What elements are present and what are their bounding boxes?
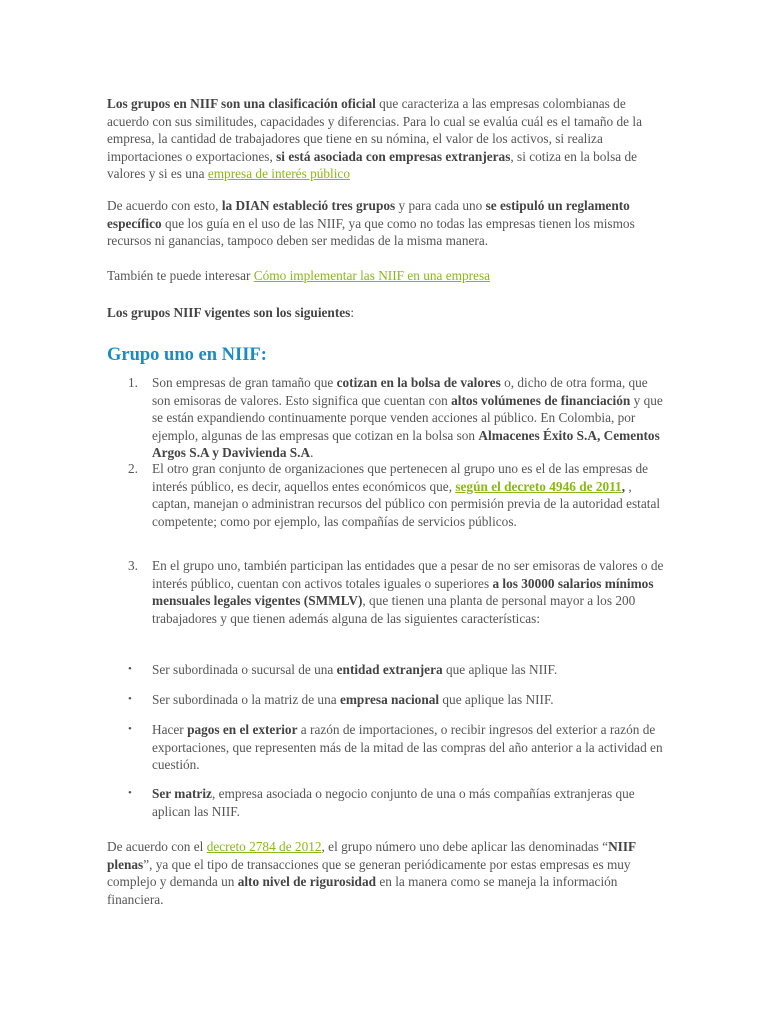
bullet3-text-2: a razón de importaciones, o recibir ingresos del exterior a razón de exportaciones, que representen más de la mitad de las compras del año anterior a la actividad en cuestión. xyxy=(152,722,663,773)
final-text-4: en la manera como se maneja la información financiera. xyxy=(107,874,618,907)
intro-bold-1: Los grupos en NIIF son una clasificación oficial xyxy=(107,96,376,111)
dian-text-3: que los guía en el uso de las NIIF, ya que como no todas las empresas tienen los mismos recursos ni ganancias, tampoco deben ser medidas de la misma manera. xyxy=(107,215,635,249)
final-bold-1: NIIF plenas xyxy=(107,839,636,872)
bullet1-bold: entidad extranjera xyxy=(336,662,443,677)
bullet2-bold: empresa nacional xyxy=(339,692,440,707)
tambien-text: También te puede interesar xyxy=(107,268,254,283)
item1-bold-3: Almacenes Éxito S.A, Cementos Argos S.A y Davivienda S.A xyxy=(152,427,660,461)
item2-text-2: , captan, manejan o administran recursos del público con permisión previa de la autoridad estatal competente; como por ejemplo, las compañías de servicios públicos. xyxy=(152,478,661,529)
bullet-dot-2: • xyxy=(128,693,132,705)
bullet-item-4 xyxy=(128,785,664,820)
grupo-uno-heading: Grupo uno en NIIF: xyxy=(107,345,267,365)
item2-bold-comma: , xyxy=(621,478,626,494)
bullet1-text-1: Ser subordinada o sucursal de una xyxy=(152,662,337,677)
bullet-dot-1: • xyxy=(128,663,132,675)
item1-text-2: o, dicho de otra forma, que son emisoras de valores. Esto significa que cuentan con xyxy=(152,375,648,408)
vigentes-colon: : xyxy=(350,305,355,320)
dian-bold-2: se estipuló un reglamento específico xyxy=(107,198,630,231)
implementar-niif-link[interactable]: Cómo implementar las NIIF en una empresa xyxy=(253,268,491,283)
item3-text-1: En el grupo uno, también participan las entidades que a pesar de no ser emisoras de valores o de interés público, cuentan con activos totales iguales o superiores xyxy=(152,558,664,591)
vigentes-paragraph xyxy=(107,304,662,322)
list-number-2: 2. xyxy=(128,461,138,476)
bullet-item-2 xyxy=(128,691,664,709)
bullet2-text-2: que aplique las NIIF. xyxy=(439,692,554,707)
item1-bold-2: altos volúmenes de financiación xyxy=(451,392,631,408)
vigentes-bold: Los grupos NIIF vigentes son los siguientes xyxy=(107,305,351,320)
item1-bold-1: cotizan en la bolsa de valores xyxy=(336,375,501,390)
final-bold-2: alto nivel de rigurosidad xyxy=(237,874,376,890)
list-item-3 xyxy=(128,557,664,627)
intro-bold-2: si está asociada con empresas extranjeras xyxy=(276,148,511,164)
bullet-dot-4: • xyxy=(128,787,132,799)
dian-text-2: y para cada uno xyxy=(395,198,486,213)
final-text-3: ”, ya que el tipo de transacciones que se generan periódicamente por estas empresas es muy complejo y demanda un xyxy=(107,856,631,890)
list-item-2 xyxy=(128,460,664,530)
final-text-2: , el grupo número uno debe aplicar las denominadas “ xyxy=(321,839,609,854)
decreto-4946-link[interactable]: según el decreto 4946 de 2011 xyxy=(455,478,622,494)
intro-paragraph xyxy=(107,95,662,183)
final-text-1: De acuerdo con el xyxy=(107,839,207,854)
final-paragraph xyxy=(107,838,662,908)
bullet-item-3 xyxy=(128,721,664,774)
list-item-1 xyxy=(128,374,664,462)
intro-text-1: que caracteriza a las empresas colombianas de acuerdo con sus similitudes, capacidades y diferencias. Para lo cual se evalúa cuál es el tamaño de la empresa, la cantidad de trabajadores que tiene en su nómina, el valor de los activos, si realiza importaciones o exportaciones, xyxy=(107,96,642,164)
empresa-interes-publico-link[interactable]: empresa de interés público xyxy=(207,166,350,182)
item2-text-1: El otro gran conjunto de organizaciones que pertenecen al grupo uno es el de las empresas de interés público, es decir, aquellos entes económicos que, xyxy=(152,461,648,494)
bullet2-text-1: Ser subordinada o la matriz de una xyxy=(152,692,340,707)
bullet4-text-1: , empresa asociada o negocio conjunto de una o más compañías extranjeras que aplican las NIIF. xyxy=(152,786,635,819)
bullet-dot-3: • xyxy=(128,723,132,735)
intro-text-2: , si cotiza en la bolsa de valores y si es una xyxy=(107,148,638,182)
bullet3-bold: pagos en el exterior xyxy=(187,722,298,737)
item1-text-1: Son empresas de gran tamaño que xyxy=(152,375,337,390)
dian-bold-1: la DIAN estableció tres grupos xyxy=(221,198,396,213)
list-number-1: 1. xyxy=(128,375,138,390)
dian-text-1: De acuerdo con esto, xyxy=(107,198,222,213)
decreto-2784-link[interactable]: decreto 2784 de 2012 xyxy=(206,839,322,854)
item1-text-3: y que se están expandiendo continuamente porque venden acciones al público. En Colombia, por ejemplo, algunas de las empresas que cotizan en la bolsa son xyxy=(152,392,663,443)
item3-text-2: , que tienen una planta de personal mayor a los 200 trabajadores y que tienen además alguna de las siguientes características: xyxy=(152,593,636,626)
list-number-3: 3. xyxy=(128,558,138,573)
bullet3-text-1: Hacer xyxy=(152,722,188,737)
bullet1-text-2: que aplique las NIIF. xyxy=(442,662,558,677)
item3-bold-1: a los 30000 salarios mínimos mensuales legales vigentes (SMMLV) xyxy=(152,575,654,609)
tambien-paragraph xyxy=(107,267,662,285)
bullet4-bold: Ser matriz xyxy=(152,786,212,801)
bullet-item-1 xyxy=(128,661,664,679)
item1-text-4: . xyxy=(310,445,314,461)
dian-paragraph xyxy=(107,197,662,250)
